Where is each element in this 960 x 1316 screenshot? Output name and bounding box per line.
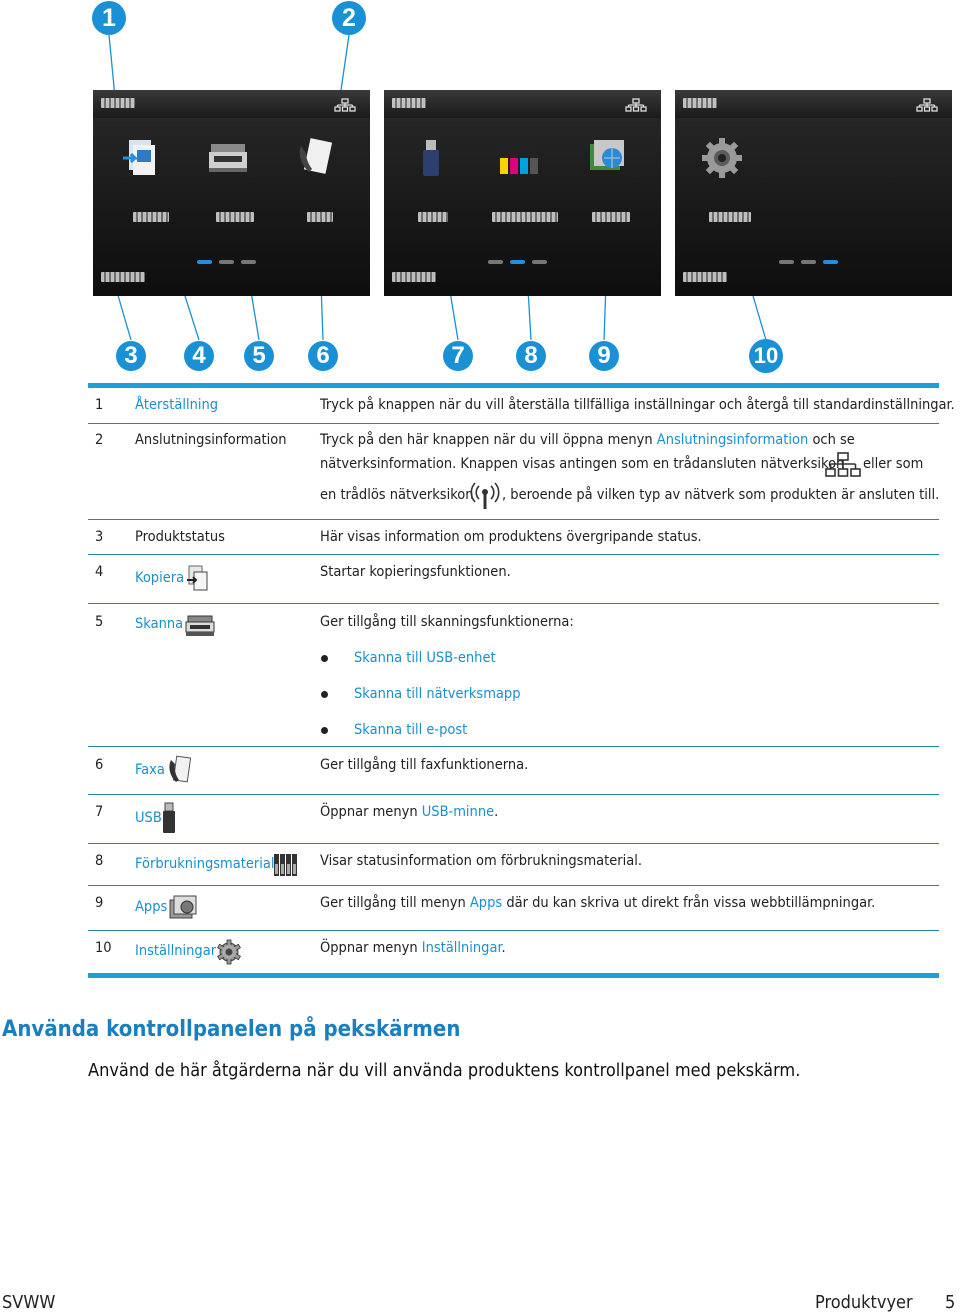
copy-icon bbox=[186, 564, 210, 594]
settings-icon bbox=[216, 939, 242, 965]
apps-app-icon[interactable] bbox=[584, 136, 630, 180]
row-description: Ger tillgång till skanningsfunktionerna: bbox=[320, 614, 574, 630]
row-description: Tryck på knappen när du vill återställa tillfälliga inställningar och återgå till standardinställningar. bbox=[320, 397, 955, 413]
page-indicator bbox=[488, 249, 554, 253]
row-label: Kopiera bbox=[135, 570, 185, 586]
fax-icon bbox=[166, 755, 192, 785]
screen-panel-3 bbox=[675, 90, 952, 296]
page-number: 5 bbox=[945, 1292, 956, 1313]
callout-7: 7 bbox=[443, 341, 473, 371]
callout-1: 1 bbox=[92, 1, 126, 35]
row-description bbox=[320, 895, 875, 911]
bullet-icon bbox=[321, 727, 328, 734]
scan-icon bbox=[184, 614, 216, 638]
row-description: Ger tillgång till faxfunktionerna. bbox=[320, 757, 529, 773]
callout-4: 4 bbox=[184, 341, 214, 371]
scan-app-icon[interactable] bbox=[205, 136, 251, 180]
row-description: Här visas information om produktens övergripande status. bbox=[320, 529, 702, 545]
screen-panel-1 bbox=[93, 90, 370, 296]
apps-link[interactable]: Apps bbox=[469, 895, 503, 911]
callout-10: 10 bbox=[749, 339, 783, 373]
reset-button[interactable] bbox=[392, 98, 426, 108]
row-number: 4 bbox=[95, 564, 104, 580]
row-description: Visar statusinformation om förbrukningsmaterial. bbox=[320, 853, 643, 869]
wireless-network-icon bbox=[469, 481, 501, 511]
status-button[interactable] bbox=[683, 272, 727, 282]
row-rule bbox=[88, 843, 939, 844]
scan-network-folder-link[interactable]: Skanna till nätverksmapp bbox=[354, 686, 521, 702]
usb-memory-link[interactable]: USB-minne bbox=[421, 804, 495, 820]
footer-left: SVWW bbox=[2, 1292, 56, 1313]
callout-6: 6 bbox=[308, 341, 338, 371]
page-indicator bbox=[197, 249, 263, 253]
settings-app-icon[interactable] bbox=[699, 136, 745, 180]
row-label: Skanna bbox=[135, 616, 184, 632]
reset-button[interactable] bbox=[683, 98, 717, 108]
row-description bbox=[320, 804, 498, 820]
desc-text: där du kan skriva ut direkt från vissa webbtillämpningar. bbox=[502, 895, 876, 911]
row-description: nätverksinformation. Knappen visas antingen som en trådansluten nätverksikon bbox=[320, 456, 845, 472]
callout-5: 5 bbox=[244, 341, 274, 371]
row-rule bbox=[88, 554, 939, 555]
row-rule bbox=[88, 885, 939, 886]
settings-label bbox=[709, 212, 751, 222]
callout-2: 2 bbox=[332, 1, 366, 35]
section-intro: Använd de här åtgärderna när du vill använda produktens kontrollpanel med pekskärm. bbox=[88, 1060, 801, 1081]
row-label: Apps bbox=[135, 899, 168, 915]
page-indicator bbox=[779, 249, 845, 253]
supplies-label bbox=[492, 212, 558, 222]
row-label: Återställning bbox=[135, 397, 219, 413]
table-top-rule bbox=[88, 383, 939, 388]
row-number: 9 bbox=[95, 895, 104, 911]
row-rule bbox=[88, 423, 939, 424]
row-number: 2 bbox=[95, 432, 104, 448]
row-label: Faxa bbox=[135, 762, 165, 778]
scan-usb-link[interactable]: Skanna till USB-enhet bbox=[354, 650, 496, 666]
network-icon[interactable] bbox=[916, 98, 938, 112]
row-number: 5 bbox=[95, 614, 104, 630]
bullet-icon bbox=[321, 691, 328, 698]
row-label: Anslutningsinformation bbox=[135, 432, 287, 448]
row-number: 6 bbox=[95, 757, 104, 773]
reset-button[interactable] bbox=[101, 98, 135, 108]
row-number: 7 bbox=[95, 804, 104, 820]
wired-network-icon bbox=[825, 452, 861, 478]
status-button[interactable] bbox=[392, 272, 436, 282]
desc-text: . bbox=[501, 940, 506, 956]
usb-icon bbox=[161, 802, 177, 834]
row-description bbox=[320, 432, 855, 448]
row-description: eller som bbox=[863, 456, 924, 472]
network-icon[interactable] bbox=[625, 98, 647, 112]
copy-label bbox=[133, 212, 169, 222]
row-rule bbox=[88, 930, 939, 931]
footer-section: Produktvyer bbox=[815, 1292, 913, 1313]
row-rule bbox=[88, 519, 939, 520]
screen-panel-2 bbox=[384, 90, 661, 296]
section-heading: Använda kontrollpanelen på pekskärmen bbox=[2, 1017, 461, 1042]
table-bottom-rule bbox=[88, 973, 939, 978]
bullet-icon bbox=[321, 655, 328, 662]
row-description: , beroende på vilken typ av nätverk som produkten är ansluten till. bbox=[502, 487, 940, 503]
fax-app-icon[interactable] bbox=[291, 136, 337, 180]
callout-9: 9 bbox=[589, 341, 619, 371]
callout-8: 8 bbox=[516, 341, 546, 371]
row-label: USB bbox=[135, 810, 162, 826]
apps-icon bbox=[168, 893, 198, 921]
row-description bbox=[320, 940, 506, 956]
desc-text: Ger tillgång till menyn bbox=[320, 895, 470, 911]
row-number: 8 bbox=[95, 853, 104, 869]
settings-link[interactable]: Inställningar bbox=[421, 940, 502, 956]
row-rule bbox=[88, 746, 939, 747]
scan-email-link[interactable]: Skanna till e-post bbox=[354, 722, 468, 738]
supplies-icon bbox=[273, 852, 299, 878]
scan-label bbox=[216, 212, 254, 222]
row-description: Startar kopieringsfunktionen. bbox=[320, 564, 511, 580]
callout-3: 3 bbox=[116, 341, 146, 371]
usb-label bbox=[418, 212, 448, 222]
row-rule bbox=[88, 603, 939, 604]
desc-text: . bbox=[494, 804, 499, 820]
row-label: Produktstatus bbox=[135, 529, 225, 545]
row-rule bbox=[88, 794, 939, 795]
status-button[interactable] bbox=[101, 272, 145, 282]
desc-text: Öppnar menyn bbox=[320, 940, 422, 956]
row-number: 10 bbox=[95, 940, 112, 956]
fax-label bbox=[307, 212, 333, 222]
usb-app-icon[interactable] bbox=[408, 136, 454, 180]
row-number: 3 bbox=[95, 529, 104, 545]
network-icon[interactable] bbox=[334, 98, 356, 112]
apps-label bbox=[592, 212, 630, 222]
row-number: 1 bbox=[95, 397, 104, 413]
connection-info-link[interactable]: Anslutningsinformation bbox=[656, 432, 809, 448]
row-label: Förbrukningsmaterial bbox=[135, 856, 275, 872]
desc-text: Öppnar menyn bbox=[320, 804, 422, 820]
copy-app-icon[interactable] bbox=[119, 136, 165, 180]
row-description: en trådlös nätverksikon bbox=[320, 487, 474, 503]
desc-text: och se bbox=[808, 432, 855, 448]
desc-text: Tryck på den här knappen när du vill öppna menyn bbox=[320, 432, 657, 448]
supplies-app-icon[interactable] bbox=[496, 136, 542, 180]
row-label: Inställningar bbox=[135, 943, 217, 959]
